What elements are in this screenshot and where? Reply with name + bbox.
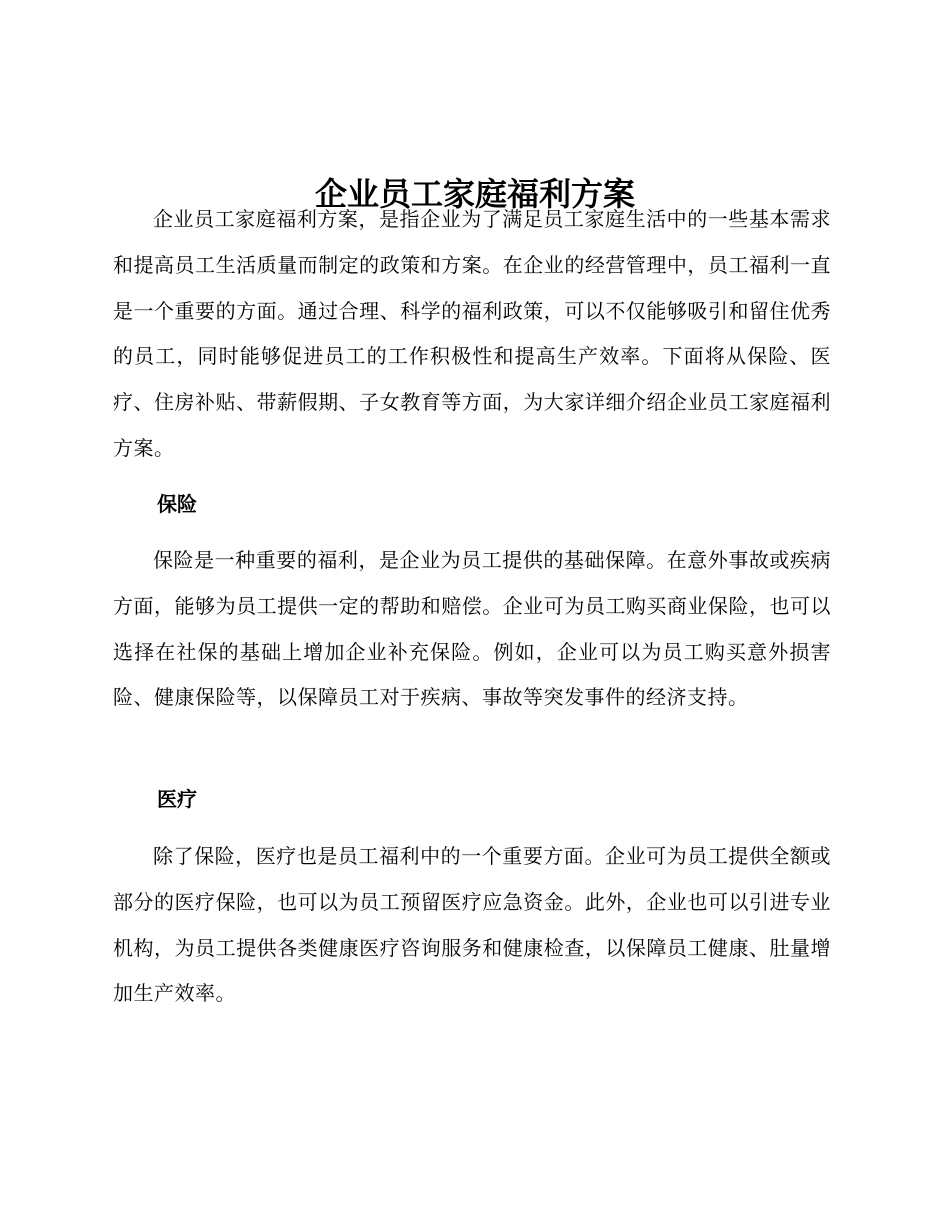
- section-heading-medical: 医疗: [157, 787, 197, 811]
- section-body-medical: 除了保险，医疗也是员工福利中的一个重要方面。企业可为员工提供全额或部分的医疗保险，也可以为员工预留医疗应急资金。此外，企业也可以引进专业机构，为员工提供各类健康医疗咨询服务和健康检查，以保障员工健康、肚量增加生产效率。: [113, 844, 831, 1006]
- intro-paragraph: 企业员工家庭福利方案，是指企业为了满足员工家庭生活中的一些基本需求和提高员工生活质量而制定的政策和方案。在企业的经营管理中，员工福利一直是一个重要的方面。通过合理、科学的福利政策，可以不仅能够吸引和留住优秀的员工，同时能够促进员工的工作积极性和提高生产效率。下面将从保险、医疗、住房补贴、带薪假期、子女教育等方面，为大家详细介绍企业员工家庭福利方案。: [113, 207, 831, 460]
- section-body-insurance: 保险是一种重要的福利，是企业为员工提供的基础保障。在意外事故或疾病方面，能够为员工提供一定的帮助和赔偿。企业可为员工购买商业保险，也可以选择在社保的基础上增加企业补充保险。例如，企业可以为员工购买意外损害险、健康保险等，以保障员工对于疾病、事故等突发事件的经济支持。: [113, 548, 831, 710]
- section-heading-insurance: 保险: [157, 492, 197, 516]
- document-title: 企业员工家庭福利方案: [314, 175, 635, 214]
